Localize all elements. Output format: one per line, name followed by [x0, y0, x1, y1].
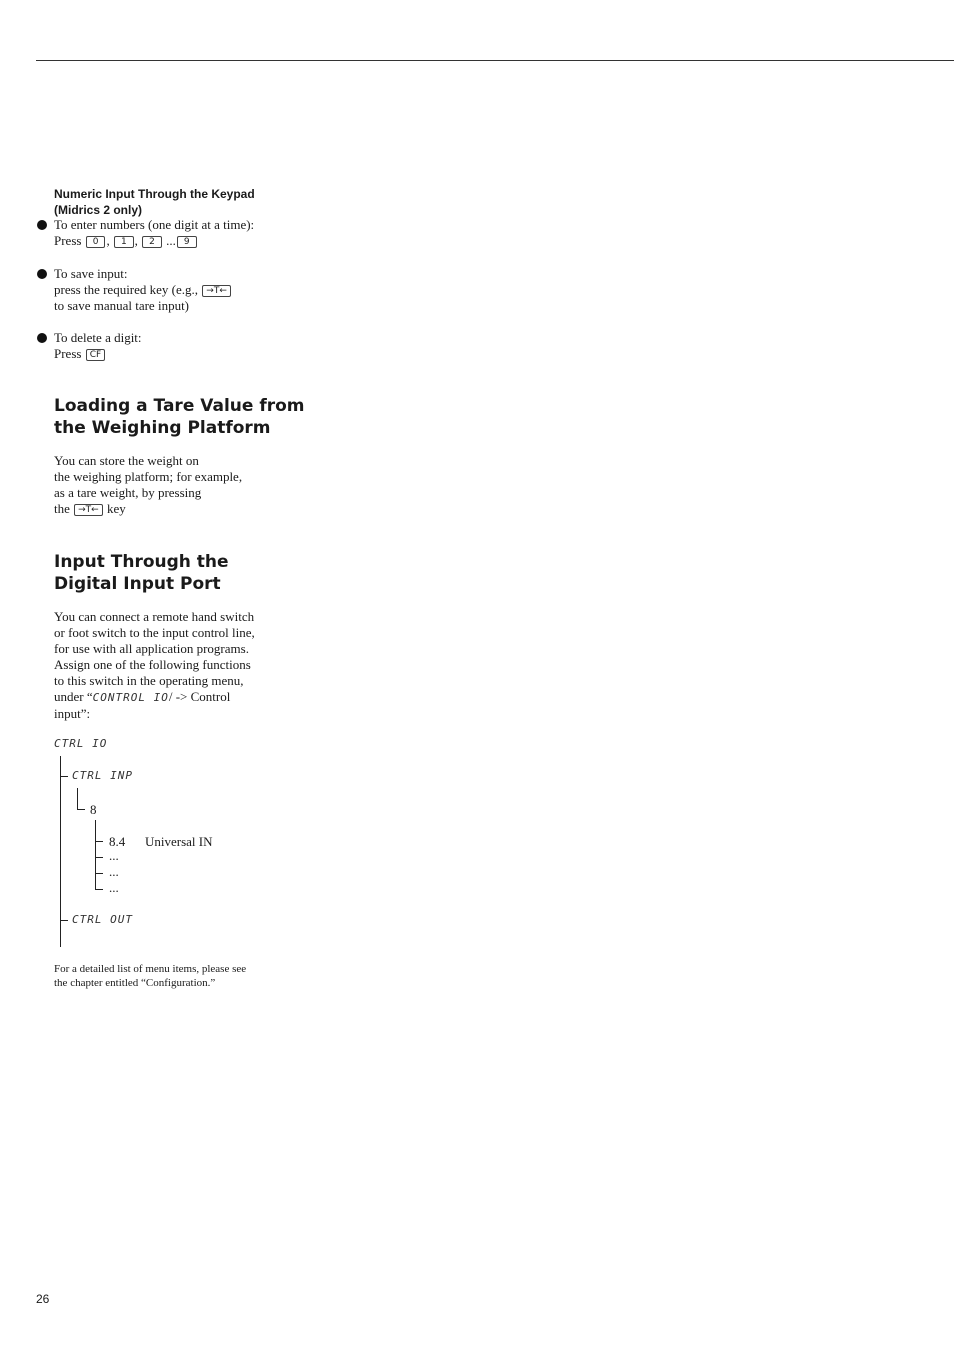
bullet-icon	[37, 333, 47, 343]
tree-line	[95, 889, 103, 890]
cf-key[interactable]: CF	[86, 349, 105, 361]
keypad-item-enter: To enter numbers (one digit at a time): Press 0 , 1 , 2 ... 9	[54, 217, 255, 248]
input-section-text: You can connect a remote hand switch or foot switch to the input control line, for use with all application programs. Assign one of the following functions to this switch in the operating menu, under “CONTROL IO/ -> Control input”:	[54, 609, 255, 721]
tare-key[interactable]: →T←	[202, 285, 231, 297]
tare-section-title: Loading a Tare Value from the Weighing Platform	[54, 396, 305, 438]
page-number: 26	[36, 1292, 50, 1306]
tree-ctrl-inp: CTRL INP	[72, 769, 133, 782]
tree-line	[77, 788, 78, 809]
tree-item-84-label: Universal IN	[145, 834, 213, 849]
tree-ellipsis: ...	[109, 848, 119, 863]
key-0[interactable]: 0	[86, 236, 106, 248]
tree-line	[60, 756, 61, 947]
key-2[interactable]: 2	[142, 236, 162, 248]
tree-ellipsis: ...	[109, 880, 119, 895]
bullet-icon	[37, 269, 47, 279]
tree-line	[77, 809, 85, 810]
tree-node-8: 8	[90, 802, 97, 817]
tree-ctrl-out: CTRL OUT	[72, 913, 133, 926]
tree-root: CTRL IO	[54, 737, 108, 750]
tree-line	[95, 857, 103, 858]
keypad-heading: Numeric Input Through the Keypad (Midrics 2 only)	[54, 187, 255, 217]
tree-item-84-code: 8.4	[109, 834, 126, 849]
tare-section-text: You can store the weight on the weighing platform; for example, as a tare weight, by pressing the →T← key	[54, 453, 243, 516]
keypad-item-delete: To delete a digit: Press CF	[54, 330, 142, 361]
key-1[interactable]: 1	[114, 236, 134, 248]
tree-line	[60, 920, 68, 921]
tree-line	[60, 776, 68, 777]
input-section-title: Input Through the Digital Input Port	[54, 552, 229, 594]
bullet-icon	[37, 220, 47, 230]
header-rule	[36, 60, 954, 61]
tree-line	[95, 820, 96, 890]
tare-key[interactable]: →T←	[74, 504, 103, 516]
footnote: For a detailed list of menu items, please see the chapter entitled “Configuration.”	[54, 963, 247, 989]
keypad-item-save: To save input: press the required key (e.g., →T← to save manual tare input)	[54, 266, 294, 314]
tree-line	[95, 841, 103, 842]
tree-line	[95, 873, 103, 874]
tree-ellipsis: ...	[109, 864, 119, 879]
key-9[interactable]: 9	[177, 236, 197, 248]
